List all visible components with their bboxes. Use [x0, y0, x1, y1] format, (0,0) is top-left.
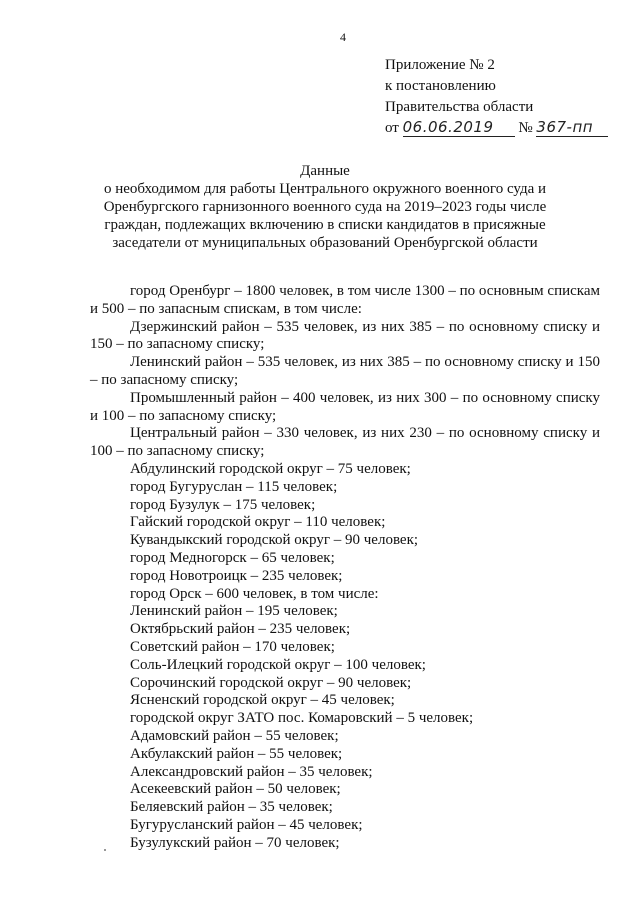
number-label: № [518, 120, 533, 136]
appendix-authority: Правительства области [385, 99, 534, 115]
list-item: Кувандыкский городской округ – 90 человек; [130, 532, 419, 549]
list-item: город Бугуруслан – 115 человек; [130, 478, 338, 495]
appendix-ref: к постановлению [385, 78, 496, 94]
scan-speck [104, 849, 106, 851]
list-item: Беляевский район – 35 человек; [130, 799, 333, 816]
document-body [90, 283, 600, 853]
list-item: город Медногорск – 65 человек; [130, 549, 335, 566]
appendix-header [385, 55, 608, 139]
handwritten-number: 367-пп [536, 118, 594, 136]
list-item: Александровский район – 35 человек; [130, 763, 373, 780]
page-number: 4 [340, 30, 346, 44]
list-item: Октябрьский район – 235 человек; [130, 621, 351, 638]
handwritten-date: 06.06.2019 [402, 118, 494, 136]
list-item: город Бузулук – 175 человек; [130, 496, 316, 513]
appendix-title: Приложение № 2 [385, 57, 495, 73]
paragraph-leninsky: Ленинский район – 535 человек, из них 385 – по основному списку и 150 – по запасному списку; [90, 354, 600, 388]
number-field [536, 120, 608, 137]
list-item: Бузулукский район – 70 человек; [130, 834, 340, 851]
list-item: город Новотроицк – 235 человек; [130, 567, 343, 584]
list-item: Сорочинский городской округ – 90 человек; [130, 674, 412, 691]
date-field [403, 120, 515, 137]
title-subtitle: о необходимом для работы Центрального окружного военного суда и Оренбургского гарнизонного военного суда на 2019–2023 годы числе граждан, подлежащих включению в списки кандидатов в присяжные заседатели от муниципальных образований Оренбургской области [103, 181, 547, 251]
from-label: от [385, 120, 399, 136]
paragraph-promyshlenny: Промышленный район – 400 человек, из них 300 – по основному списку и 100 – по запасному списку; [90, 389, 600, 424]
list-item: Абдулинский городской округ – 75 человек; [130, 460, 411, 477]
list-item: Соль-Илецкий городской округ – 100 человек; [130, 656, 426, 673]
list-item: Советский район – 170 человек; [130, 638, 335, 655]
list-item: Ленинский район – 195 человек; [130, 603, 338, 620]
list-item: город Орск – 600 человек, в том числе: [130, 585, 379, 602]
paragraph-orenburg: город Оренбург – 1800 человек, в том числе 1300 – по основным спискам и 500 – по запасным спискам, в том числе: [90, 283, 600, 317]
list-item: Адамовский район – 55 человек; [130, 727, 339, 744]
title-heading: Данные [300, 163, 350, 179]
paragraph-dzerzhinsky: Дзержинский район – 535 человек, из них 385 – по основному списку и 150 – по запасному списку; [90, 318, 600, 353]
list-item: Акбулакский район – 55 человек; [130, 745, 343, 762]
paragraph-tsentralny: Центральный район – 330 человек, из них 230 – по основному списку и 100 – по запасному списку; [90, 425, 600, 460]
document-title [90, 162, 560, 252]
list-item: Гайский городской округ – 110 человек; [130, 514, 386, 531]
list-item: Ясненский городской округ – 45 человек; [130, 692, 395, 709]
list-item: городской округ ЗАТО пос. Комаровский – 5 человек; [130, 710, 474, 727]
list-item: Бугурусланский район – 45 человек; [130, 816, 363, 833]
appendix-date-number-line [385, 118, 608, 139]
list-item: Асекеевский район – 50 человек; [130, 781, 341, 798]
